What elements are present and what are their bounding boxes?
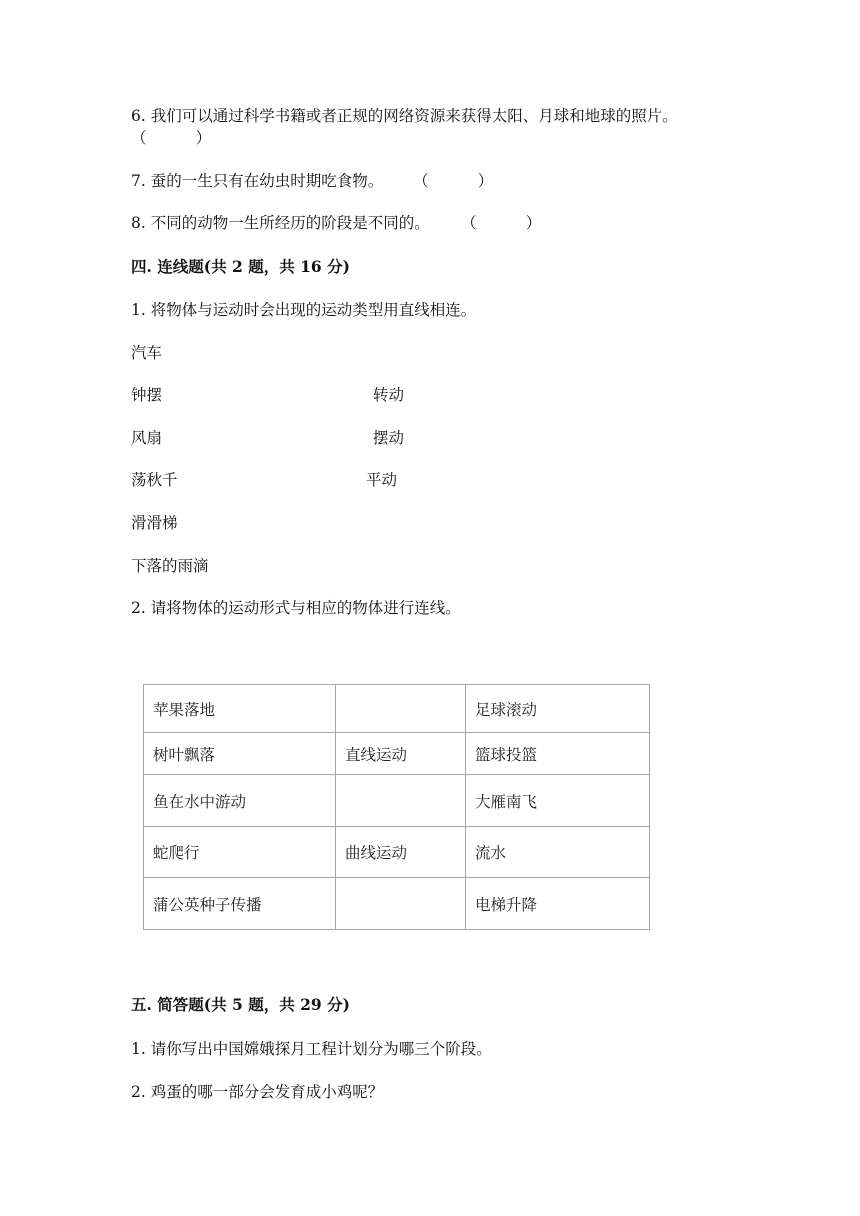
table-cell: 篮球投篮 [466, 733, 650, 775]
table-row [144, 685, 650, 733]
question-5-2: 2. 鸡蛋的哪一部分会发育成小鸡呢？ [131, 1083, 384, 1101]
table-cell [336, 775, 466, 827]
table-cell [336, 878, 466, 930]
judgment-item-6: 6. 我们可以通过科学书籍或者正规的网络资源来获得太阳、月球和地球的照片。 [131, 107, 678, 125]
question-5-1: 1. 请你写出中国嫦娥探月工程计划分为哪三个阶段。 [131, 1040, 492, 1058]
table-row [144, 733, 650, 775]
section-heading-4: 四. 连线题(共 2 题，共 16 分) [131, 257, 350, 276]
table-row [144, 827, 650, 878]
answer-blank-7: （ ） [413, 172, 494, 190]
answer-blank-6: （ ） [131, 129, 212, 147]
table-cell: 足球滚动 [466, 685, 650, 733]
match-object: 滑滑梯 [131, 514, 178, 532]
table-row [144, 878, 650, 930]
match-object: 风扇 [131, 429, 163, 447]
judgment-item-7: 7. 蚕的一生只有在幼虫时期吃食物。 [131, 172, 384, 190]
table-row [144, 775, 650, 827]
section-heading-5: 五. 简答题(共 5 题，共 29 分) [131, 995, 350, 1014]
match-object: 荡秋千 [131, 471, 178, 489]
table-cell: 苹果落地 [144, 685, 336, 733]
match-object: 下落的雨滴 [131, 557, 209, 575]
motion-type: 转动 [373, 386, 405, 404]
match-object: 钟摆 [131, 386, 163, 404]
matching-table [143, 684, 650, 930]
motion-type: 平动 [366, 471, 398, 489]
table-cell: 鱼在水中游动 [144, 775, 336, 827]
table-cell: 蛇爬行 [144, 827, 336, 878]
question-4-2-prompt: 2. 请将物体的运动形式与相应的物体进行连线。 [131, 599, 461, 617]
motion-type: 摆动 [373, 429, 405, 447]
question-4-1-prompt: 1. 将物体与运动时会出现的运动类型用直线相连。 [131, 301, 477, 319]
table-cell: 电梯升降 [466, 878, 650, 930]
table-cell: 蒲公英种子传播 [144, 878, 336, 930]
judgment-item-8: 8. 不同的动物一生所经历的阶段是不同的。 [131, 214, 430, 232]
answer-blank-8: （ ） [461, 214, 542, 232]
table-cell: 大雁南飞 [466, 775, 650, 827]
table-cell: 直线运动 [336, 733, 466, 775]
table-cell [336, 685, 466, 733]
table-cell: 曲线运动 [336, 827, 466, 878]
table-cell: 树叶飘落 [144, 733, 336, 775]
match-object: 汽车 [131, 344, 163, 362]
table-cell: 流水 [466, 827, 650, 878]
